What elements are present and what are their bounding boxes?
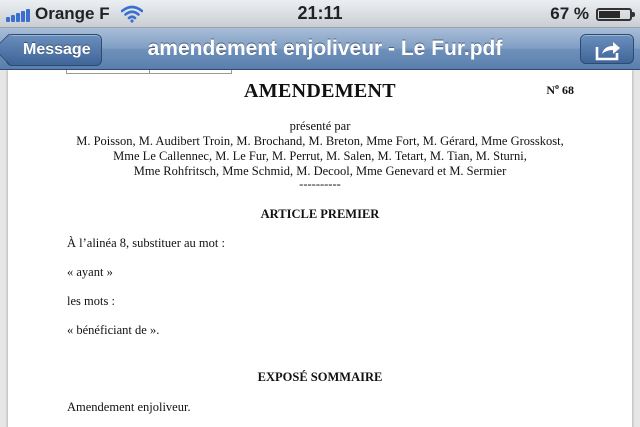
authors-line-3: Mme Rohfritsch, Mme Schmid, M. Decool, Mme Genevard et M. Sermier (133, 164, 507, 178)
authors-line-1: M. Poisson, M. Audibert Troin, M. Brochand, M. Breton, Mme Fort, M. Gérard, Mme Grosskost, (76, 134, 564, 148)
pdf-page (8, 70, 632, 427)
body-line-1: À l’alinéa 8, substituer au mot : (67, 236, 225, 250)
pdf-viewer[interactable] (0, 70, 640, 427)
separator: ---------- (299, 177, 341, 191)
page-edge-marker (66, 70, 232, 74)
summary-text: Amendement enjoliveur. (67, 400, 191, 414)
authors-line-2: Mme Le Callennec, M. Le Fur, M. Perrut, M. Salen, M. Tetart, M. Tian, M. Sturni, (113, 149, 527, 163)
status-bar (0, 0, 640, 28)
battery-fill (599, 11, 620, 18)
body-line-3: les mots : (67, 294, 115, 308)
back-button[interactable] (6, 34, 102, 66)
navigation-bar (0, 28, 640, 70)
battery-percent: 67 % (550, 4, 589, 23)
share-button[interactable] (580, 34, 634, 64)
carrier-name: Orange F (35, 4, 110, 23)
clock: 21:11 (297, 3, 343, 23)
article-heading: ARTICLE PREMIER (260, 207, 380, 221)
battery-icon (596, 8, 632, 21)
share-arrow-icon (594, 39, 622, 61)
back-button-label: Message (23, 41, 91, 58)
amendment-number: $N^o$ 68 (546, 82, 574, 97)
body-line-2: « ayant » (67, 265, 113, 279)
summary-heading: EXPOSÉ SOMMAIRE (257, 370, 383, 384)
document-title: AMENDEMENT (244, 80, 396, 102)
page-title: amendement enjoliveur - Le Fur.pdf (147, 37, 503, 60)
body-line-4: « bénéficiant de ». (67, 323, 160, 337)
presented-by: présenté par (289, 119, 351, 133)
